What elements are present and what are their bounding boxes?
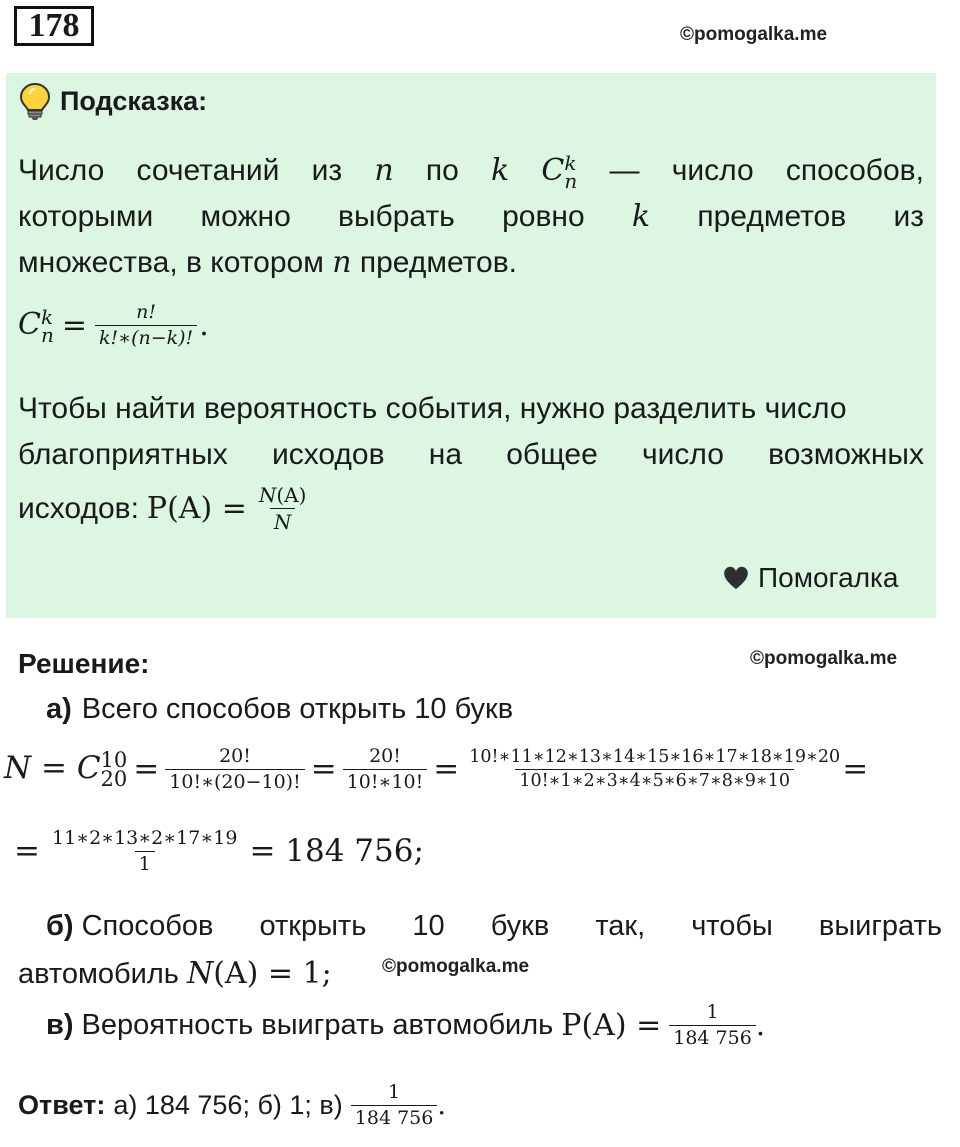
part-a: а) Всего способов открыть 10 букв [46, 693, 514, 725]
combination-formula: C k n = $\frac{n!}{k!∗(n-k)!}$ . [18, 301, 209, 349]
answer: Ответ: а) 184 756; б) 1; в) $\frac{1}{184 756}$ . [18, 1081, 446, 1129]
part-b-line-1: б) Способов открыть 10 букв так, чтобы выиграть [46, 910, 942, 942]
hint-word: выбрать [338, 200, 455, 233]
var-k: k [631, 199, 651, 234]
hint-word: Число [18, 154, 105, 187]
var-n: n [374, 153, 394, 188]
lightbulb-icon [18, 82, 52, 122]
hint-word: предметов [697, 200, 847, 233]
hint-word: можно [200, 200, 291, 233]
fraction: $\frac{11∗2∗13∗2∗17∗19}{1}$ [51, 827, 238, 875]
hint-word: сочетаний [136, 154, 280, 187]
hint-line-5: благоприятных исходов на общее число возможных [18, 438, 924, 471]
hint-line-6: исходов: P(A) = $\frac{N(A)}{N}$ [18, 484, 310, 533]
heart-icon [722, 565, 750, 591]
fraction: $\frac{1}{184 756}$ [351, 1082, 438, 1129]
probability-fraction: $\frac{N(A)}{N}$ [258, 483, 307, 534]
part-b-line-2: автомобиль N(A) = 1; [18, 956, 332, 991]
fraction: $\frac{10!∗11∗12∗13∗14∗15∗16∗17∗18∗19∗20}{10!∗1∗2∗3∗4∗5∗6∗7∗8∗9∗10}$ [469, 746, 841, 791]
hint-word: способов, [785, 154, 924, 187]
hint-line-2 [18, 194, 924, 240]
hint-line-1 [18, 148, 924, 194]
dash: — [609, 154, 640, 187]
watermark: ©pomogalka.me [750, 648, 898, 669]
hint-word: ровно [502, 200, 585, 233]
hint-word: из [311, 154, 343, 187]
fraction: $\frac{20!}{10!∗10!}$ [343, 746, 428, 793]
part-c: в) Вероятность выиграть автомобиль P(A) = $\frac{1}{184 756}$ . [46, 1001, 766, 1049]
hint-word: из [893, 200, 924, 233]
solution-title: Решение: [18, 648, 150, 679]
var-n: n [332, 245, 352, 280]
watermark: ©pomogalka.me [382, 956, 530, 977]
hint-word: по [425, 154, 459, 187]
var-k: k [491, 153, 510, 188]
problem-number: 178 [14, 6, 94, 46]
hint-line-3: множества, в котором n предметов. [18, 245, 517, 280]
combination-symbol: C k n [541, 151, 578, 193]
hint-word: которыми [18, 200, 154, 233]
combination-fraction: $\frac{n!}{k!∗(n-k)!}$ [95, 302, 197, 349]
hint-word: число [671, 154, 754, 187]
brand: Помогалка [722, 562, 898, 594]
hint-line-4: Чтобы найти вероятность события, нужно разделить число [18, 392, 847, 425]
equation-2: = $\frac{11∗2∗13∗2∗17∗19}{1}$ = 184 756; [14, 827, 424, 875]
hint-title: Подсказка: [60, 86, 208, 116]
watermark: ©pomogalka.me [680, 24, 828, 45]
equation-1: N = C 10 20 = $\frac{20!}{10!∗(20-10)!}$ = $\frac{20!}{10!∗10!}$ = $\frac{10!∗11∗12∗13∗14∗15∗16∗17∗18∗19∗20}{10!∗1∗2∗3∗4∗5∗6∗7∗8∗9∗10}$ = [4, 745, 869, 793]
fraction: $\frac{20!}{10!∗(20-10)!}$ [165, 746, 304, 793]
fraction: $\frac{1}{184 756}$ [669, 1002, 756, 1049]
